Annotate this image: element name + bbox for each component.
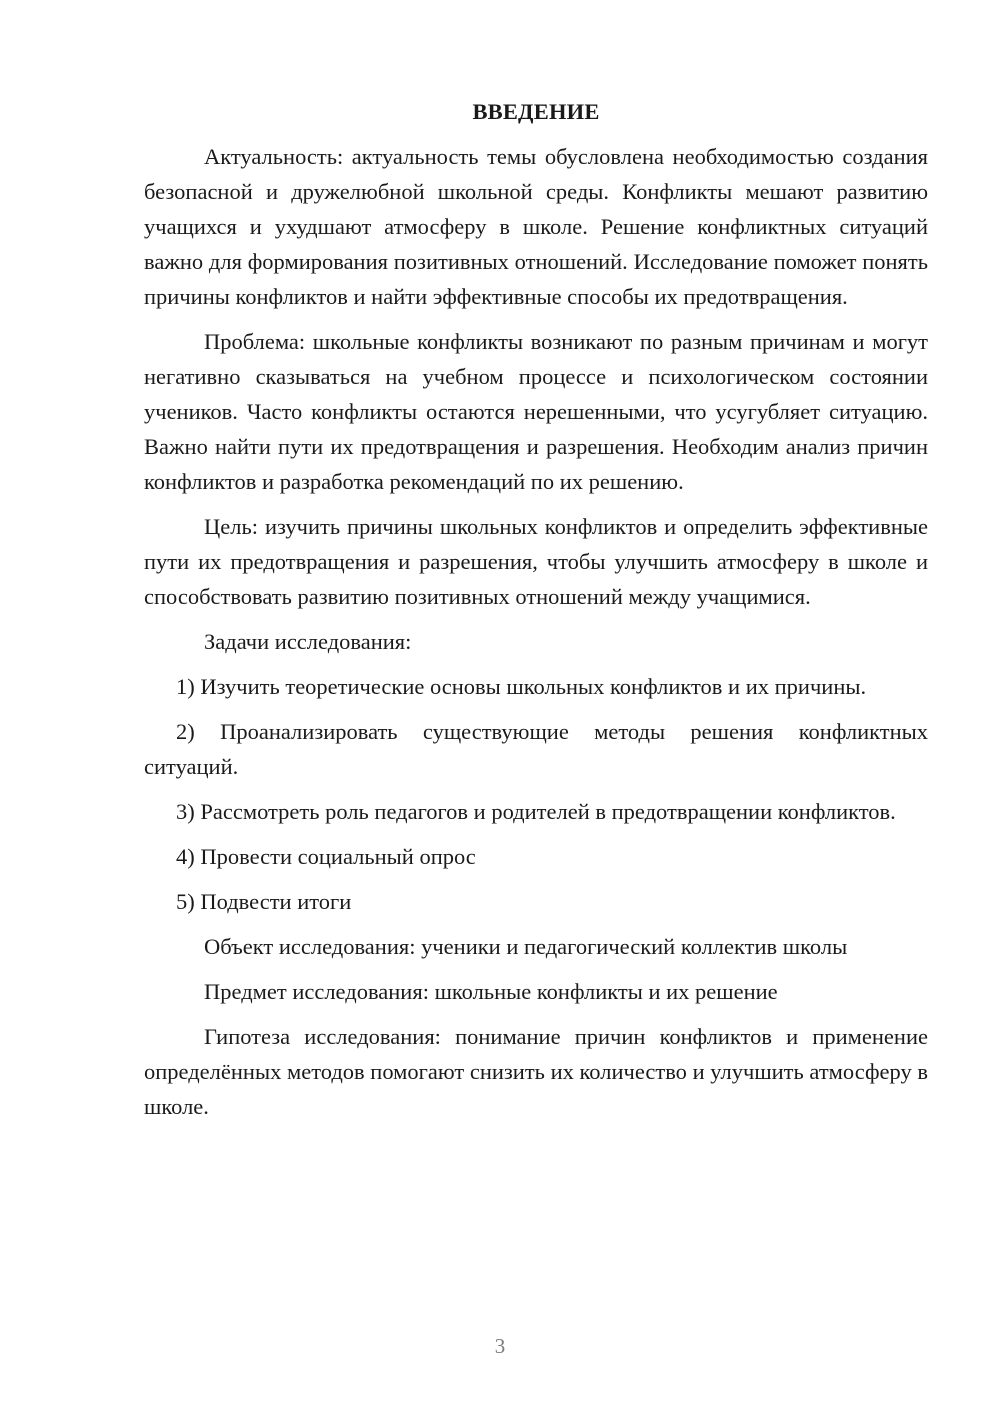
paragraph-relevance: Актуальность: актуальность темы обусловлена необходимостью создания безопасной и дружелюбной школьной среды. Конфликты мешают развитию учащихся и ухудшают атмосферу в школе. Решение конфликтных ситуаций важно для формирования позитивных отношений. Исследование поможет понять причины конфликтов и найти эффективные способы их предотвращения. xyxy=(144,144,928,309)
page-number: 3 xyxy=(494,1334,506,1358)
paragraph-subject: Предмет исследования: школьные конфликты и их решение xyxy=(204,979,778,1004)
task-item-2: 2) Проанализировать существующие методы решения конфликтных ситуаций. xyxy=(144,719,928,779)
paragraph-object: Объект исследования: ученики и педагогический коллектив школы xyxy=(204,934,848,959)
task-item-1: 1) Изучить теоретические основы школьных конфликтов и их причины. xyxy=(176,674,867,699)
page-content xyxy=(144,94,928,1134)
task-item-5: 5) Подвести итоги xyxy=(176,889,352,914)
paragraph-hypothesis: Гипотеза исследования: понимание причин конфликтов и применение определённых методов помогают снизить их количество и улучшить атмосферу в школе. xyxy=(144,1024,928,1119)
tasks-heading: Задачи исследования: xyxy=(204,629,412,654)
paragraph-problem: Проблема: школьные конфликты возникают по разным причинам и могут негативно сказываться на учебном процессе и психологическом состоянии учеников. Часто конфликты остаются нерешенными, что усугубляет ситуацию. Важно найти пути их предотвращения и разрешения. Необходим анализ причин конфликтов и разработка рекомендаций по их решению. xyxy=(144,329,928,494)
paragraph-goal: Цель: изучить причины школьных конфликтов и определить эффективные пути их предотвращения и разрешения, чтобы улучшить атмосферу в школе и способствовать развитию позитивных отношений между учащимися. xyxy=(144,514,928,609)
task-item-4: 4) Провести социальный опрос xyxy=(176,844,476,869)
section-title: ВВЕДЕНИЕ xyxy=(472,99,600,124)
task-item-3: 3) Рассмотреть роль педагогов и родителей в предотвращении конфликтов. xyxy=(176,799,896,824)
